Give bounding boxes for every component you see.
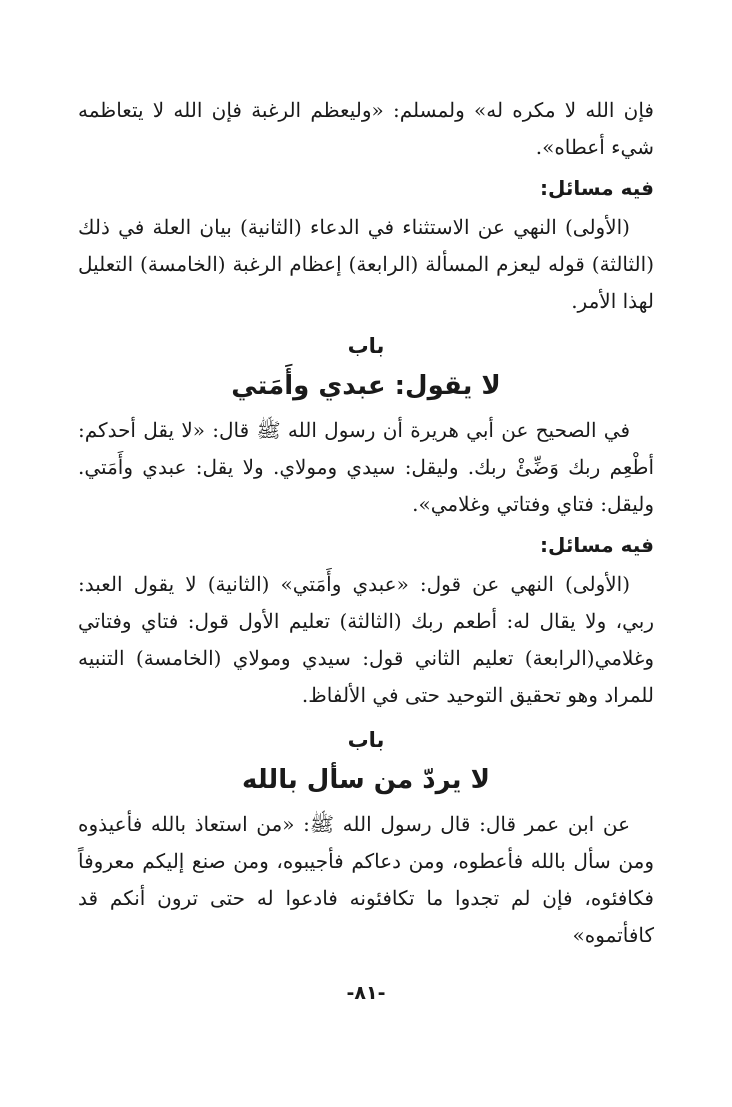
hadith-text: في الصحيح عن أبي هريرة أن رسول الله ﷺ قال: «لا يقل أحدكم: أطْعِم ربك وَضِّئْ ربك. وليقل: سيدي ومولاي. ولا يقل: عبدي وأَمَتي. وليقل: فتاي وفتاتي وغلامي». [78, 418, 654, 516]
page-number: -٨١- [346, 982, 386, 1004]
page-body [78, 92, 654, 954]
issues-heading: فيه مسائل: [540, 176, 654, 200]
hadith-text: عن ابن عمر قال: قال رسول الله ﷺ: «من استعاذ بالله فأعيذوه ومن سأل بالله فأعطوه، ومن دعاكم فأجيبوه، ومن صنع إليكم معروفاً فكافئوه، فإن لم تجدوا ما تكافئونه فادعوا له حتى ترون أنكم قد كافأتموه» [78, 812, 654, 947]
intro-paragraph: فإن الله لا مكره له» ولمسلم: «وليعظم الرغبة فإن الله لا يتعاظمه شيء أعطاه». [78, 98, 654, 159]
chapter-title: لا يقول: عبدي وأَمَتي [231, 371, 501, 401]
chapter-title: لا يردّ من سأل بالله [242, 765, 490, 795]
bab-label: باب [347, 728, 385, 752]
issues-heading: فيه مسائل: [540, 533, 654, 557]
issues-text: (الأولى) النهي عن قول: «عبدي وأَمَتي» (الثانية) لا يقول العبد: ربي، ولا يقال له: أطعم ربك (الثالثة) تعليم الأول قول: فتاي وفتاتي وغلامي(الرابعة) تعليم الثاني قول: سيدي ومولاي (الخامسة) التنبيه للمراد وهو تحقيق التوحيد حتى في الألفاظ. [78, 572, 654, 707]
issues-text: (الأولى) النهي عن الاستثناء في الدعاء (الثانية) بيان العلة في ذلك (الثالثة) قوله ليعزم المسألة (الرابعة) إعظام الرغبة (الخامسة) التعليل لهذا الأمر. [78, 215, 654, 313]
bab-label: باب [347, 334, 385, 358]
